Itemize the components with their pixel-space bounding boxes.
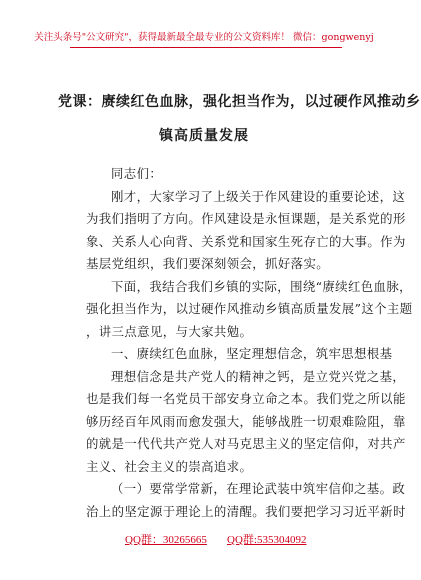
paragraph-2-line: 下面，我结合我们乡镇的实际，围绕“赓续红色血脉，: [111, 278, 412, 294]
paragraph-1-line: 基层党组织，我们要深刻领会，抓好落实。: [86, 256, 330, 271]
paragraph-3-line: 主义、社会主义的崇高追求。: [86, 458, 253, 474]
paragraph-1-line: 刚才，大家学习了上级关于作风建设的重要论述，这: [111, 188, 406, 204]
qq-group-link-1[interactable]: QQ群：30265665: [125, 534, 207, 546]
paragraph-4-line: （一）要常学常新，在理论武装中筑牢信仰之基。政: [111, 481, 406, 496]
paragraph-1: [86, 186, 406, 276]
section-1-heading: 一、赓续红色血脉，坚定理想信念，筑牢思想根基: [111, 346, 393, 361]
paragraph-3-line: 的就是一代代共产党人对马克思主义的坚定信仰，对共产: [86, 436, 406, 451]
header-promo-text: 关注头条号"公文研究"，获得最新最全最专业的公文资料库！ 微信：gongwenyj: [34, 32, 374, 43]
document-body: [86, 163, 413, 523]
paragraph-3-line: 理想信念是共产党人的精神之钙，是立党兴党之基，: [111, 368, 406, 384]
qq-group-link-2[interactable]: QQ群:535304092: [227, 534, 307, 546]
paragraph-3-line: 也是我们每一名党员干部安身立命之本。我们党之所以能: [86, 391, 406, 406]
document-title-line-2: 镇高质量发展: [159, 128, 249, 144]
page-footer: [0, 531, 408, 551]
paragraph-2-line: ，讲三点意见，与大家共勉。: [86, 323, 253, 339]
salutation: 同志们：: [111, 166, 163, 181]
page-header: [0, 0, 408, 70]
header-divider: [70, 47, 342, 48]
document-title-line-1: 党课：赓续红色血脉，强化担当作为，以过硬作风推动乡: [58, 94, 421, 110]
paragraph-3-line: 够历经百年风雨而愈发强大，能够战胜一切艰难险阻，靠: [86, 413, 406, 429]
paragraph-1-line: 象、关系人心向背、关系党和国家生死存亡的大事。作为: [86, 233, 406, 249]
paragraph-2-line: 强化担当作为，以过硬作风推动乡镇高质量发展”这个主题: [86, 301, 413, 316]
paragraph-4-line: 治上的坚定源于理论上的清醒。我们要把学习习近平新时: [86, 503, 406, 519]
paragraph-1-line: 为我们指明了方向。作风建设是永恒课题，是关系党的形: [86, 211, 406, 226]
paragraph-4: [86, 478, 406, 523]
paragraph-2: [86, 276, 413, 344]
paragraph-3: [86, 366, 406, 479]
